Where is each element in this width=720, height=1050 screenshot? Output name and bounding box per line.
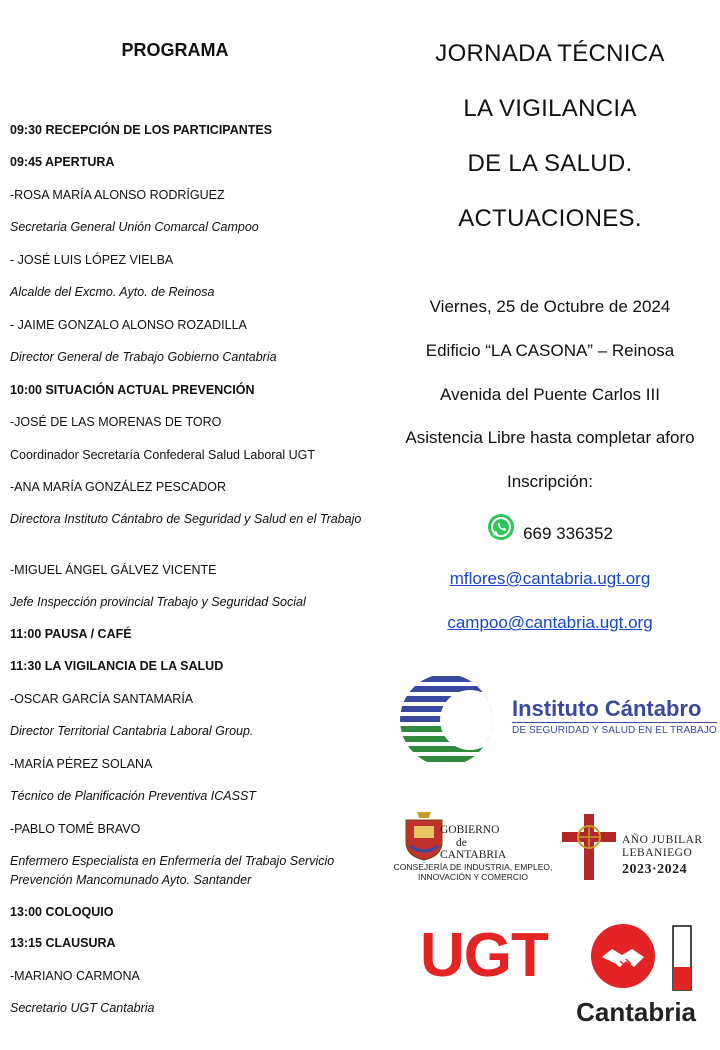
program-item: 13:00 COLOQUIO [10, 905, 114, 919]
program-item: -PABLO TOMÉ BRAVO [10, 822, 141, 836]
icasst-emblem-icon [398, 672, 494, 768]
program-item: Coordinador Secretaría Confederal Salud Laboral UGT [10, 448, 316, 462]
ugt-wordmark: UGT [420, 921, 548, 990]
program-item: -ROSA MARÍA ALONSO RODRÍGUEZ [10, 188, 225, 202]
icasst-name: Instituto Cántabro [512, 696, 702, 721]
phone-number[interactable]: 669 336352 [523, 523, 613, 543]
program-item: 11:30 LA VIGILANCIA DE LA SALUD [10, 659, 224, 673]
event-title-line: DE LA SALUD. [467, 150, 633, 177]
ugt-region: Cantabria [576, 997, 696, 1027]
ugt-cantabria-logo [420, 921, 700, 1035]
attendance-note: Asistencia Libre hasta completar aforo [405, 428, 695, 447]
jubilar-years: 2023·2024 [622, 862, 688, 877]
email-link-campoo[interactable]: campoo@cantabria.ugt.org [447, 613, 653, 632]
program-item: -MARÍA PÉREZ SOLANA [10, 757, 153, 771]
jubilar-line: LEBANIEGO [622, 847, 693, 859]
phone-row [380, 513, 720, 546]
program-item: -ANA MARÍA GONZÁLEZ PESCADOR [10, 480, 227, 494]
gob-line: CANTABRIA [440, 849, 507, 861]
jubilar-line: AÑO JUBILAR [622, 834, 703, 846]
program-item: -JOSÉ DE LAS MORENAS DE TORO [10, 415, 222, 429]
program-title: PROGRAMA [121, 40, 229, 60]
program-item: Director Territorial Cantabria Laboral Group. [10, 724, 254, 738]
registration-label: Inscripción: [507, 472, 593, 491]
program-item: Secretaria General Unión Comarcal Campoo [10, 220, 259, 234]
event-title-line: JORNADA TÉCNICA [435, 40, 665, 67]
program-item: Alcalde del Excmo. Ayto. de Reinosa [10, 285, 215, 299]
icasst-subtitle: DE SEGURIDAD Y SALUD EN EL TRABAJO [512, 722, 717, 736]
jubilar-text [622, 834, 703, 878]
program-item: Enfermero Especialista en Enfermería del Trabajo Servicio Prevención Mancomunado Ayto. Santander [10, 854, 335, 887]
program-item: - JAIME GONZALO ALONSO ROZADILLA [10, 318, 247, 332]
program-item: 09:45 APERTURA [10, 155, 115, 169]
program-item: -MARIANO CARMONA [10, 969, 140, 983]
ugt-bar-icon [672, 925, 692, 991]
gob-sub-line: INNOVACIÓN Y COMERCIO [417, 872, 529, 882]
whatsapp-icon [487, 513, 515, 546]
program-item: Técnico de Planificación Preventiva ICASST [10, 789, 256, 803]
program-item: 09:30 RECEPCIÓN DE LOS PARTICIPANTES [10, 123, 273, 137]
program-item: -MIGUEL ÁNGEL GÁLVEZ VICENTE [10, 563, 217, 577]
program-item: - JOSÉ LUIS LÓPEZ VIELBA [10, 253, 174, 267]
email-link-mflores[interactable]: mflores@cantabria.ugt.org [449, 569, 651, 588]
program-item: -OSCAR GARCÍA SANTAMARÍA [10, 692, 194, 706]
program-item: Jefe Inspección provincial Trabajo y Seguridad Social [10, 595, 306, 609]
event-date: Viernes, 25 de Octubre de 2024 [429, 297, 671, 316]
program-item: 13:15 CLAUSURA [10, 936, 116, 950]
program-item: Secretario UGT Cantabria [10, 1001, 155, 1015]
event-venue: Edificio “LA CASONA” – Reinosa [425, 341, 675, 360]
gob-line: GOBIERNO [440, 824, 500, 836]
gob-sub-line: CONSEJERÍA DE INDUSTRIA, EMPLEO, [393, 862, 553, 872]
ano-jubilar-logo [560, 808, 715, 888]
handshake-icon [588, 921, 658, 991]
icasst-logo [398, 670, 720, 770]
program-item: Directora Instituto Cántabro de Seguridad y Salud en el Trabajo [10, 512, 362, 526]
lebaniego-cross-icon [560, 812, 618, 882]
consejeria-text [388, 862, 558, 882]
event-address: Avenida del Puente Carlos III [440, 385, 660, 404]
gobierno-cantabria-logo [388, 810, 558, 890]
event-title-line: LA VIGILANCIA [463, 95, 637, 122]
program-item: 10:00 SITUACIÓN ACTUAL PREVENCIÓN [10, 383, 255, 397]
program-item: Director General de Trabajo Gobierno Cantabria [10, 350, 277, 364]
gobierno-text [440, 824, 506, 862]
event-title-line: ACTUACIONES. [458, 205, 642, 232]
program-item: 11:00 PAUSA / CAFÉ [10, 627, 132, 641]
gob-line: de [456, 836, 467, 849]
